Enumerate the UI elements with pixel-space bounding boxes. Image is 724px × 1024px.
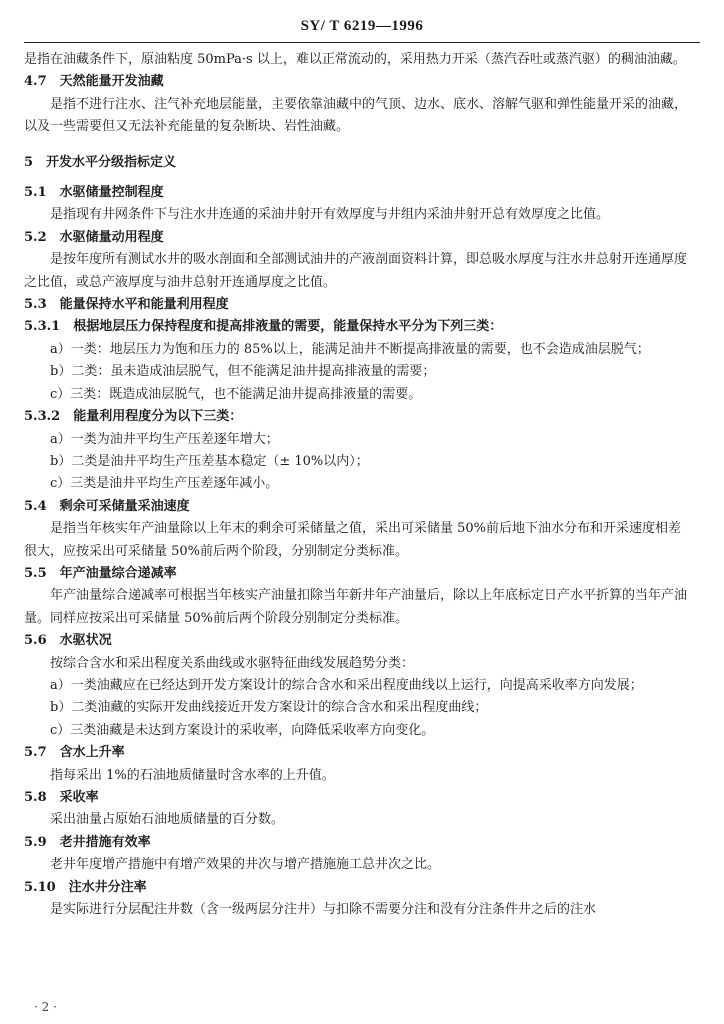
heading-5-7: 5.7 含水上升率: [24, 745, 125, 761]
list-item-5-3-1-c: c）三类：既造成油层脱气，也不能满足油井提高排液量的需要。: [50, 386, 422, 402]
heading-5-9: 5.9 老井措施有效率: [24, 834, 151, 850]
paragraph-5-1: 是指现有井网条件下与注水井连通的采油井射开有效厚度与井组内采油井射开总有效厚度之比值。: [50, 207, 610, 223]
heading-5-3: 5.3 能量保持水平和能量利用程度: [24, 297, 229, 313]
heading-5-4: 5.4 剩余可采储量采油速度: [24, 498, 190, 514]
list-item-5-3-2-b: b）二类是油井平均生产压差基本稳定（± 10%以内）；: [50, 453, 369, 469]
heading-5-5: 5.5 年产油量综合递减率: [24, 565, 177, 581]
heading-5-10: 5.10 注水井分注率: [24, 879, 147, 895]
heading-5-2: 5.2 水驱储量动用程度: [24, 229, 164, 245]
document-body: [24, 49, 692, 921]
list-item-5-6-c: c）三类油藏是未达到方案设计的采收率，向降低采收率方向变化。: [50, 722, 435, 738]
list-item-5-6-b: b）二类油藏的实际开发曲线接近开发方案设计的综合含水和采出程度曲线；: [50, 700, 488, 716]
paragraph-4-7: 是指不进行注水、注气补充地层能量，主要依靠油藏中的气顶、边水、底水、溶解气驱和弹性能量开采的油藏，以及一些需要但又无法补充能量的复杂断块、岩性油藏。: [24, 96, 688, 135]
page-number: · 2 ·: [34, 1000, 57, 1014]
list-item-5-3-2-c: c）三类是油井平均生产压差逐年减小。: [50, 476, 279, 492]
paragraph-5-10: 是实际进行分层配注井数（含一级两层分注井）与扣除不需要分注和没有分注条件井之后的注水: [50, 902, 597, 918]
header-rule: [24, 42, 700, 43]
list-item-5-3-1-a: a）一类：地层压力为饱和压力的 85%以上，能满足油井不断提高排液量的需要，也不会造成油层脱气；: [50, 341, 650, 357]
paragraph-5-9: 老井年度增产措施中有增产效果的井次与增产措施施工总井次之比。: [50, 857, 441, 873]
list-item-5-3-1-b: b）二类：虽未造成油层脱气，但不能满足油井提高排液量的需要；: [50, 364, 436, 380]
paragraph-5-2: 是按年度所有测试水井的吸水剖面和全部测试油井的产液剖面资料计算，即总吸水厚度与注水井总射开连通厚度之比值，或总产液厚度与油井总射开连通厚度之比值。: [24, 252, 688, 290]
heading-4-7: 4.7 天然能量开发油藏: [24, 74, 164, 90]
list-item-5-3-2-a: a）一类为油井平均生产压差逐年增大；: [50, 431, 279, 447]
heading-5-1: 5.1 水驱储量控制程度: [24, 185, 164, 201]
paragraph-5-6: 按综合含水和采出程度关系曲线或水驱特征曲线发展趋势分类：: [50, 655, 415, 671]
heading-5-3-1: 5.3.1 根据地层压力保持程度和提高排液量的需要，能量保持水平分为下列三类：: [24, 319, 503, 335]
paragraph-5-4: 是指当年核实年产油量除以上年末的剩余可采储量之值，采出可采储量 50%前后地下油水分布和开采速度相差很大，应按采出可采储量 50%前后两个阶段，分别制定分类标准。: [24, 521, 682, 559]
list-item-5-6-a: a）一类油藏应在已经达到开发方案设计的综合含水和采出程度曲线以上运行，向提高采收率方向发展；: [50, 677, 643, 693]
paragraph-5-8: 采出油量占原始石油地质储量的百分数。: [50, 812, 285, 828]
heading-5-8: 5.8 采收率: [24, 790, 99, 805]
paragraph-5-7: 指每采出 1%的石油地质储量时含水率的上升值。: [50, 767, 335, 783]
document-header: SY/ T 6219—1996: [300, 18, 424, 34]
paragraph-heavy-oil-def: 是指在油藏条件下，原油粘度 50mPa·s 以上，难以正常流动的，采用热力开采（蒸汽吞吐或蒸汽驱）的稠油油藏。: [24, 52, 686, 67]
heading-5-6: 5.6 水驱状况: [24, 633, 112, 649]
heading-5-3-2: 5.3.2 能量利用程度分为以下三类：: [24, 409, 243, 425]
paragraph-5-5: 年产油量综合递减率可根据当年核实产油量扣除当年新井年产油量后，除以上年底标定日产水平折算的当年产油量。同样应按采出可采储量 50%前后两个阶段分别制定分类标准。: [24, 588, 688, 626]
heading-5: 5 开发水平分级指标定义: [24, 154, 177, 170]
